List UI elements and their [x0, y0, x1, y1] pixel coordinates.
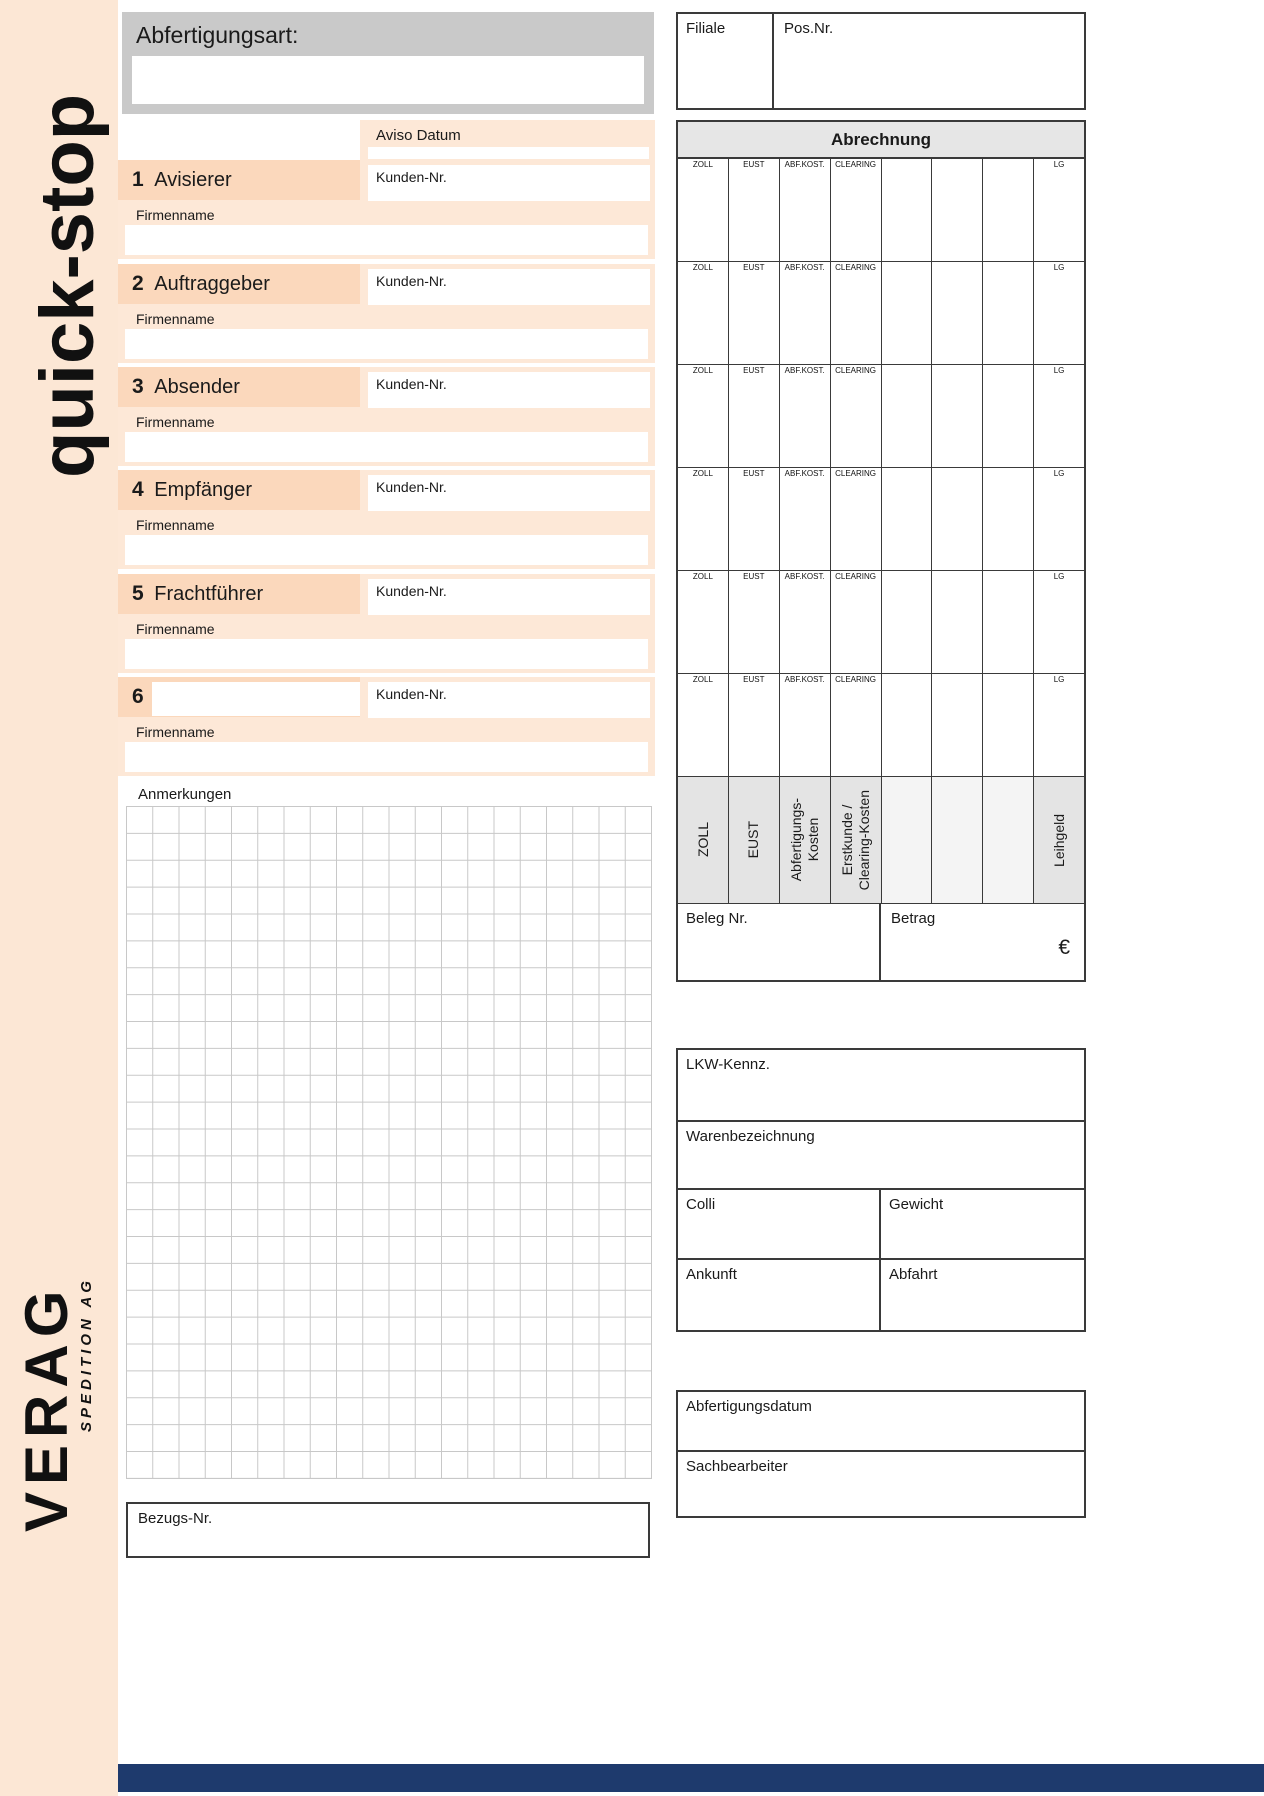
- kunden-nr-label: Kunden-Nr.: [376, 583, 447, 599]
- sidebar: [0, 0, 118, 1796]
- filiale-label: Filiale: [686, 20, 726, 37]
- cell-5[interactable]: [882, 468, 933, 570]
- abrechnung-row-2: [678, 262, 1084, 365]
- col-header-clearing: CLEARING: [835, 263, 877, 272]
- vlabel-cell-clearing: Erstkunde / Clearing-Kosten: [831, 777, 882, 903]
- cell-clearing[interactable]: [831, 159, 882, 261]
- firmenname-input-3[interactable]: [125, 432, 648, 462]
- cell-zoll[interactable]: [678, 468, 729, 570]
- vlabel-clearing: Erstkunde /: [838, 804, 855, 876]
- party-number: 3: [132, 375, 144, 398]
- abrechnung-footer-labels: [678, 777, 1084, 904]
- col-header-eust: EUST: [743, 160, 765, 169]
- firmenname-input-1[interactable]: [125, 225, 648, 255]
- party-number: 4: [132, 478, 144, 501]
- cell-7[interactable]: [983, 674, 1034, 776]
- vlabel-zoll: ZOLL: [694, 822, 711, 858]
- col-header-abfkost: ABF.KOST.: [784, 572, 825, 581]
- cell-clearing[interactable]: [831, 262, 882, 364]
- kunden-nr-input-5[interactable]: [368, 579, 650, 615]
- colli-gewicht-row: [678, 1190, 1084, 1260]
- shipment-box: [676, 1048, 1086, 1332]
- firmenname-input-6[interactable]: [125, 742, 648, 772]
- kunden-nr-label: Kunden-Nr.: [376, 169, 447, 185]
- cell-5[interactable]: [882, 159, 933, 261]
- firmenname-input-2[interactable]: [125, 329, 648, 359]
- cell-lg[interactable]: [1034, 468, 1084, 570]
- col-header-lg: LG: [1053, 366, 1065, 375]
- abfertigungsdatum-label: Abfertigungsdatum: [686, 1398, 812, 1415]
- sachbearbeiter-label: Sachbearbeiter: [686, 1458, 788, 1475]
- party-title: [132, 582, 263, 606]
- firmenname-label: Firmenname: [136, 724, 215, 740]
- col-header-abfkost: ABF.KOST.: [784, 675, 825, 684]
- col-header-clearing: CLEARING: [835, 366, 877, 375]
- party-name: Auftraggeber: [154, 273, 270, 295]
- cell-abfkost[interactable]: [780, 262, 831, 364]
- party-name: Frachtführer: [154, 583, 264, 605]
- bottom-accent-bar: [118, 1764, 1264, 1792]
- abrechnung-row-3: [678, 365, 1084, 468]
- cell-lg[interactable]: [1034, 159, 1084, 261]
- vlabel-cell-eust: [729, 777, 780, 903]
- cell-zoll[interactable]: [678, 571, 729, 673]
- party-number: 1: [132, 168, 144, 191]
- col-header-clearing: CLEARING: [835, 572, 877, 581]
- cell-6[interactable]: [932, 262, 983, 364]
- cell-zoll[interactable]: [678, 674, 729, 776]
- filiale-posnr-box: [676, 12, 1086, 110]
- abfertigungsdatum-field[interactable]: [678, 1392, 1084, 1452]
- lkw-kennz-field[interactable]: [678, 1050, 1084, 1122]
- cell-abfkost[interactable]: [780, 571, 831, 673]
- ankunft-field[interactable]: [678, 1260, 881, 1330]
- cell-abfkost[interactable]: [780, 365, 831, 467]
- col-header-clearing: CLEARING: [835, 675, 877, 684]
- gewicht-label: Gewicht: [889, 1196, 944, 1213]
- anmerkungen-label: Anmerkungen: [138, 786, 232, 803]
- party-title: [132, 478, 252, 502]
- cell-lg[interactable]: [1034, 571, 1084, 673]
- firmenname-input-5[interactable]: [125, 639, 648, 669]
- brand-verag-subtitle: SPEDITION AG: [78, 1277, 95, 1432]
- abrechnung-row-1: [678, 159, 1084, 262]
- party-section-6: [118, 677, 655, 776]
- aviso-datum-input[interactable]: [368, 147, 649, 159]
- kunden-nr-label: Kunden-Nr.: [376, 376, 447, 392]
- cell-7[interactable]: [983, 159, 1034, 261]
- colli-field[interactable]: [678, 1190, 881, 1258]
- cell-clearing[interactable]: [831, 468, 882, 570]
- col-header-eust: EUST: [743, 366, 765, 375]
- cell-eust[interactable]: [729, 365, 780, 467]
- party-number: 5: [132, 582, 144, 605]
- vlabel-cell-blank: [882, 777, 933, 903]
- abfertigungsart-input[interactable]: [132, 56, 644, 104]
- col-header-eust: EUST: [743, 263, 765, 272]
- cell-5[interactable]: [882, 365, 933, 467]
- kunden-nr-label: Kunden-Nr.: [376, 273, 447, 289]
- col-header-zoll: ZOLL: [692, 572, 713, 581]
- cell-clearing[interactable]: [831, 571, 882, 673]
- vlabel-eust: EUST: [745, 821, 762, 859]
- firmenname-label: Firmenname: [136, 621, 215, 637]
- col-header-lg: LG: [1053, 160, 1065, 169]
- vlabel-abfkosten: Abfertigungs-: [787, 798, 804, 882]
- beleg-betrag-row: [678, 904, 1084, 980]
- party-number: 2: [132, 272, 144, 295]
- kunden-nr-input-6[interactable]: [368, 682, 650, 718]
- firmenname-label: Firmenname: [136, 517, 215, 533]
- cell-clearing[interactable]: [831, 674, 882, 776]
- col-header-abfkost: ABF.KOST.: [784, 469, 825, 478]
- anmerkungen-grid[interactable]: [126, 806, 652, 1479]
- abfertigungsart-label: Abfertigungsart:: [136, 22, 299, 48]
- col-header-lg: LG: [1053, 675, 1065, 684]
- cell-lg[interactable]: [1034, 262, 1084, 364]
- party-number: 6: [132, 685, 144, 708]
- abrechnung-row-4: [678, 468, 1084, 571]
- col-header-clearing: CLEARING: [835, 160, 877, 169]
- col-header-lg: LG: [1053, 469, 1065, 478]
- party-section-frachtfuehrer: [118, 574, 655, 673]
- aviso-datum-label: Aviso Datum: [376, 127, 461, 144]
- firmenname-label: Firmenname: [136, 311, 215, 327]
- cell-eust[interactable]: [729, 468, 780, 570]
- col-header-abfkost: ABF.KOST.: [784, 160, 825, 169]
- cell-6[interactable]: [932, 468, 983, 570]
- col-header-zoll: ZOLL: [692, 675, 713, 684]
- col-header-zoll: ZOLL: [692, 160, 713, 169]
- kunden-nr-input-3[interactable]: [368, 372, 650, 408]
- kunden-nr-input-4[interactable]: [368, 475, 650, 511]
- party-title: [132, 685, 149, 709]
- cell-5[interactable]: [882, 674, 933, 776]
- lkw-kennz-label: LKW-Kennz.: [686, 1056, 770, 1073]
- ankunft-label: Ankunft: [686, 1266, 737, 1283]
- warenbezeichnung-label: Warenbezeichnung: [686, 1128, 815, 1145]
- aviso-datum-band: [360, 120, 655, 162]
- party-section-avisierer: [118, 160, 655, 259]
- cell-lg[interactable]: [1034, 674, 1084, 776]
- ankunft-abfahrt-row: [678, 1260, 1084, 1330]
- cell-zoll[interactable]: [678, 159, 729, 261]
- kunden-nr-input-1[interactable]: [368, 165, 650, 201]
- betrag-field[interactable]: [881, 904, 1084, 980]
- party-title: [132, 375, 240, 399]
- party-name: Absender: [154, 376, 240, 398]
- cell-eust[interactable]: [729, 571, 780, 673]
- party-title: [132, 272, 270, 296]
- col-header-abfkost: ABF.KOST.: [784, 263, 825, 272]
- filiale-field[interactable]: [678, 14, 774, 108]
- party-name-input-6[interactable]: [152, 682, 360, 716]
- abrechnung-header: Abrechnung: [678, 122, 1084, 159]
- beleg-nr-field[interactable]: [678, 904, 881, 980]
- col-header-zoll: ZOLL: [692, 366, 713, 375]
- posnr-field[interactable]: [774, 14, 1084, 108]
- vlabel-cell-blank: [983, 777, 1034, 903]
- sachbearbeiter-field[interactable]: [678, 1452, 1084, 1516]
- col-header-eust: EUST: [743, 675, 765, 684]
- party-name: Avisierer: [154, 169, 232, 191]
- cell-zoll[interactable]: [678, 365, 729, 467]
- col-header-eust: EUST: [743, 572, 765, 581]
- firmenname-label: Firmenname: [136, 207, 215, 223]
- col-header-lg: LG: [1053, 263, 1065, 272]
- vlabel-cell-blank: [932, 777, 983, 903]
- vlabel-cell-leihgeld: [1034, 777, 1084, 903]
- cell-6[interactable]: [932, 365, 983, 467]
- col-header-eust: EUST: [743, 469, 765, 478]
- kunden-nr-label: Kunden-Nr.: [376, 479, 447, 495]
- cell-abfkost[interactable]: [780, 159, 831, 261]
- col-header-zoll: ZOLL: [692, 469, 713, 478]
- vlabel-leihgeld: Leihgeld: [1050, 813, 1067, 867]
- kunden-nr-label: Kunden-Nr.: [376, 686, 447, 702]
- brand-verag: VERAG: [13, 1283, 80, 1532]
- colli-label: Colli: [686, 1196, 716, 1213]
- cell-7[interactable]: [983, 262, 1034, 364]
- vlabel-cell-abfkosten: Abfertigungs- Kosten: [780, 777, 831, 903]
- vlabel-cell-zoll: [678, 777, 729, 903]
- cell-lg[interactable]: [1034, 365, 1084, 467]
- col-header-abfkost: ABF.KOST.: [784, 366, 825, 375]
- col-header-lg: LG: [1053, 572, 1065, 581]
- abrechnung-row-5: [678, 571, 1084, 674]
- cell-6[interactable]: [932, 571, 983, 673]
- cell-abfkost[interactable]: [780, 468, 831, 570]
- party-section-auftraggeber: [118, 264, 655, 363]
- party-section-empfaenger: [118, 470, 655, 569]
- processing-box: [676, 1390, 1086, 1518]
- warenbezeichnung-field[interactable]: [678, 1122, 1084, 1190]
- cell-eust[interactable]: [729, 262, 780, 364]
- cell-zoll[interactable]: [678, 262, 729, 364]
- kunden-nr-input-2[interactable]: [368, 269, 650, 305]
- firmenname-label: Firmenname: [136, 414, 215, 430]
- cell-7[interactable]: [983, 468, 1034, 570]
- firmenname-input-4[interactable]: [125, 535, 648, 565]
- cell-eust[interactable]: [729, 159, 780, 261]
- cell-6[interactable]: [932, 159, 983, 261]
- party-name: Empfänger: [154, 479, 253, 501]
- betrag-label: Betrag: [891, 910, 936, 927]
- brand-quickstop: quick-stop: [25, 93, 110, 478]
- cell-clearing[interactable]: [831, 365, 882, 467]
- cell-abfkost[interactable]: [780, 674, 831, 776]
- party-title: [132, 168, 232, 192]
- cell-7[interactable]: [983, 571, 1034, 673]
- gewicht-field[interactable]: [881, 1190, 1084, 1258]
- bezugs-nr-field[interactable]: [126, 1502, 650, 1558]
- cell-eust[interactable]: [729, 674, 780, 776]
- abfahrt-label: Abfahrt: [889, 1266, 938, 1283]
- abfertigungsart-section: [122, 12, 654, 114]
- cell-5[interactable]: [882, 262, 933, 364]
- posnr-label: Pos.Nr.: [784, 20, 834, 37]
- abrechnung-table: [676, 120, 1086, 982]
- abrechnung-row-6: [678, 674, 1084, 777]
- cell-7[interactable]: [983, 365, 1034, 467]
- abfahrt-field[interactable]: [881, 1260, 1084, 1330]
- euro-symbol: €: [1058, 936, 1070, 959]
- bezugs-nr-label: Bezugs-Nr.: [138, 1510, 213, 1527]
- cell-5[interactable]: [882, 571, 933, 673]
- col-header-clearing: CLEARING: [835, 469, 877, 478]
- party-section-absender: [118, 367, 655, 466]
- col-header-zoll: ZOLL: [692, 263, 713, 272]
- cell-6[interactable]: [932, 674, 983, 776]
- beleg-nr-label: Beleg Nr.: [686, 910, 748, 927]
